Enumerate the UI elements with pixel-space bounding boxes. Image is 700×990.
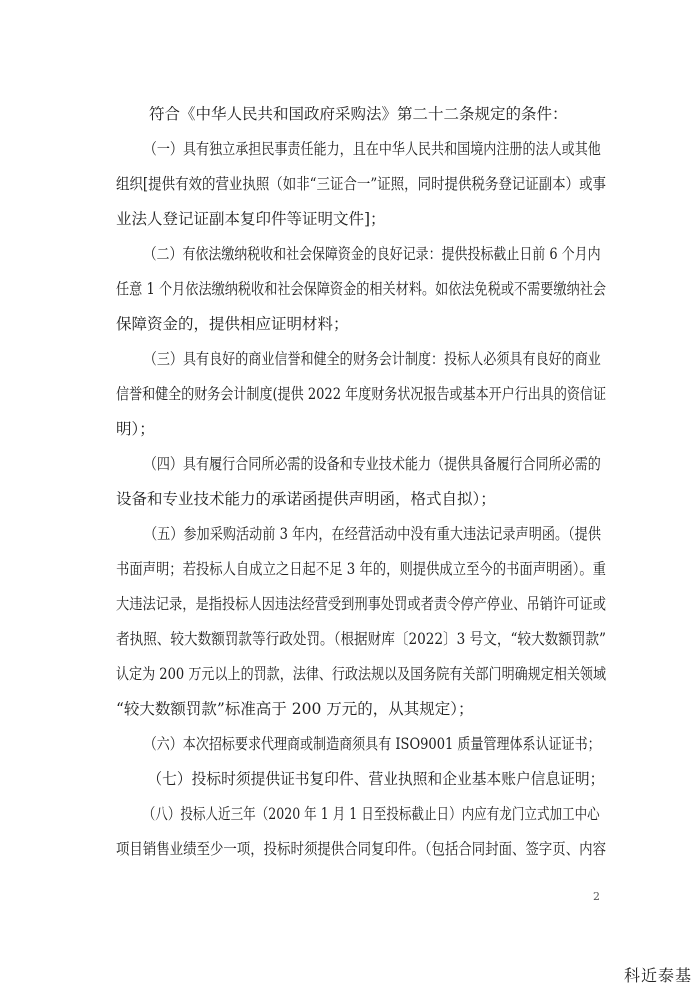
text-line: （一）具有独立承担民事责任能力，且在中华人民共和国境内注册的法人或其他 [143,140,601,158]
text-line: 保障资金的，提供相应证明材料； [116,315,349,333]
watermark-text: 科近泰基 [623,966,692,985]
text-line: （六）本次招标要求代理商或制造商须具有 ISO9001 质量管理体系认证证书； [143,735,601,753]
text-line: （四）具有履行合同所必需的设备和专业技术能力（提供具备履行合同所必需的 [143,455,601,473]
text-line: 认定为 200 万元以上的罚款，法律、行政法规以及国务院有关部门明确规定相关领域 [116,665,607,683]
text-line: 信誉和健全的财务会计制度(提供 2022 年度财务状况报告或基本开户行出具的资信证 [116,385,606,403]
text-line: （七）投标时须提供证书复印件、营业执照和企业基本账户信息证明； [147,770,605,788]
text-line: 书面声明；若投标人自成立之日起不足 3 年的，则提供成立至今的书面声明函）。重 [116,560,607,578]
text-line: （八）投标人近三年（2020 年 1 月 1 日至投标截止日）内应有龙门立式加工中心 [142,805,600,823]
text-line: 设备和专业技术能力的承诺函提供声明函，格式自拟）； [116,490,496,508]
text-line: 任意 1 个月依法缴纳税收和社会保障资金的相关材料。如依法免税或不需要缴纳社会 [116,280,607,298]
page-number: 2 [593,890,600,903]
text-line: 项目销售业绩至少一项，投标时须提供合同复印件。（包括合同封面、签字页、内容 [116,840,607,858]
text-line: 符合《中华人民共和国政府采购法》第二十二条规定的条件： [149,105,568,123]
text-line: （三）具有良好的商业信誉和健全的财务会计制度：投标人必须具有良好的商业 [143,350,601,368]
text-line: 者执照、较大数额罚款等行政处罚。（根据财库〔2022〕3 号文，“较大数额罚款” [116,630,607,648]
document-body [116,105,606,858]
text-line: 业法人登记证副本复印件等证明文件]； [116,210,386,228]
text-line: 大违法记录，是指投标人因违法经营受到刑事处罚或者责令停产停业、吊销许可证或 [116,595,607,613]
text-line: 明）； [116,420,155,438]
text-line: 组织[提供有效的营业执照（如非“三证合一”证照，同时提供税务登记证副本）或事 [116,175,607,193]
text-line: （五）参加采购活动前 3 年内，在经营活动中没有重大违法记录声明函。（提供 [143,525,601,543]
text-line: “较大数额罚款”标准高于 200 万元的，从其规定）； [116,700,474,718]
text-line: （二）有依法缴纳税收和社会保障资金的良好记录：提供投标截止日前 6 个月内 [143,245,601,263]
